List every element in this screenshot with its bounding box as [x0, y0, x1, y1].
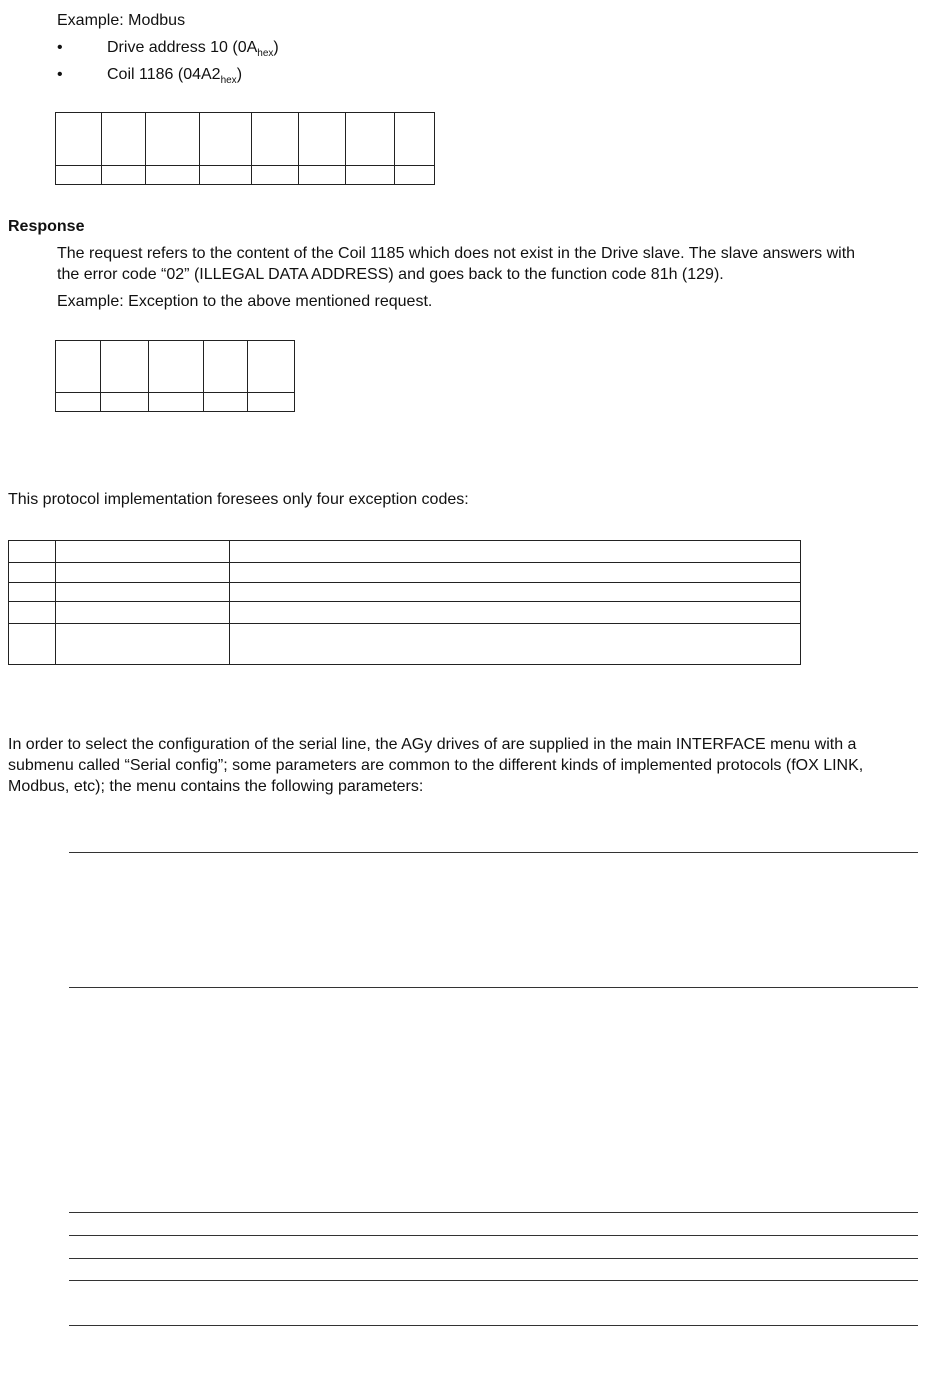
exception-frame-table	[55, 340, 295, 412]
table-rule	[69, 852, 918, 853]
table-rule	[69, 987, 918, 988]
bullet-list	[0, 37, 400, 91]
table-rule	[69, 1325, 918, 1326]
paragraph-line: Modbus, etc); the menu contains the following parameters:	[8, 778, 424, 795]
table-row	[56, 166, 435, 185]
table-rule	[69, 1258, 918, 1259]
table-row	[9, 541, 801, 563]
request-frame-table	[55, 112, 435, 185]
table-row	[9, 583, 801, 602]
table-row	[9, 624, 801, 665]
response-example: Example: Exception to the above mentioned request.	[57, 293, 433, 310]
table-row	[56, 113, 435, 166]
exception-intro: This protocol implementation foresees only four exception codes:	[8, 491, 469, 508]
paragraph-line: In order to select the configuration of the serial line, the AGy drives of are supplied in the main INTERFACE menu with a	[8, 736, 857, 753]
table-row	[56, 393, 295, 412]
table-row	[56, 341, 295, 393]
table-row	[9, 602, 801, 624]
example-heading: Example: Modbus	[57, 12, 186, 29]
exception-codes-table	[8, 540, 801, 665]
list-item	[0, 64, 400, 91]
bullet-text: Drive address 10 $(0A_{hex})$	[107, 39, 279, 59]
bullet-marker: •	[57, 39, 63, 56]
table-rule	[69, 1212, 918, 1213]
response-heading: Response	[8, 218, 85, 235]
paragraph-line: submenu called “Serial config”; some parameters are common to the different kinds of implemented protocols (fOX LINK,	[8, 757, 864, 774]
table-rule	[69, 1280, 918, 1281]
response-paragraph	[57, 243, 937, 285]
table-rule	[69, 1235, 918, 1236]
bullet-text: Coil 1186 $(04A2_{hex})$	[107, 66, 243, 86]
paragraph-line: The request refers to the content of the Coil 1185 which does not exist in the Drive slave. The slave answers with	[57, 245, 856, 262]
serial-config-paragraph	[8, 734, 943, 797]
list-item	[0, 37, 400, 64]
table-row	[9, 563, 801, 583]
bullet-marker: •	[57, 66, 63, 83]
paragraph-line: the error code “02” (ILLEGAL DATA ADDRESS) and goes back to the function code 81h (129).	[57, 266, 724, 283]
